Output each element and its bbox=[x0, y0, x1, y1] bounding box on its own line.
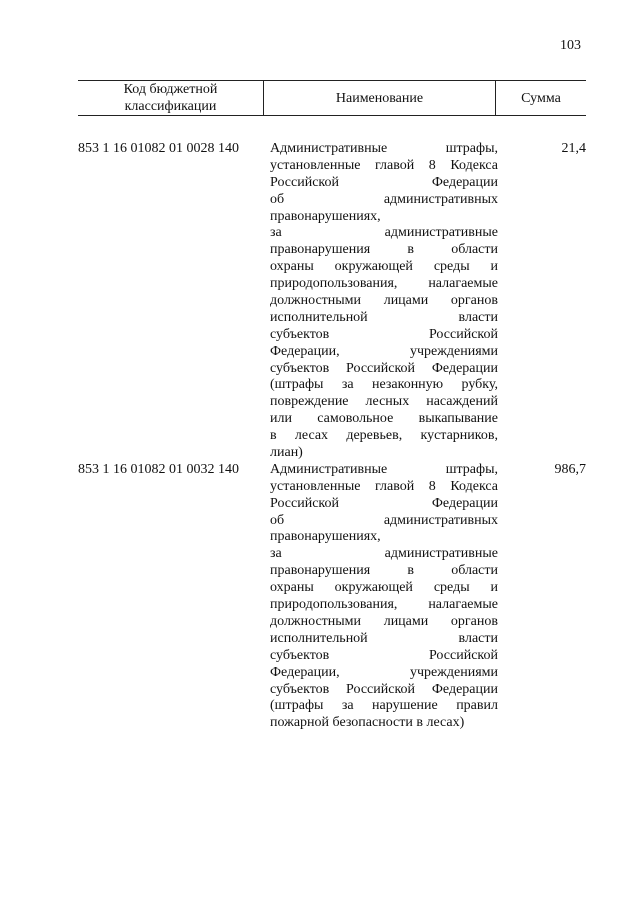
row-name-line: исполнительной власти bbox=[270, 309, 498, 325]
row-name-line: Российской Федерации bbox=[270, 495, 498, 511]
page-number: 103 bbox=[560, 38, 581, 53]
table-body bbox=[78, 141, 586, 732]
row-name-line: охраны окружающей среды и bbox=[270, 259, 498, 275]
row-name-line: за административные bbox=[270, 546, 498, 562]
row-name-line: установленные главой 8 Кодекса bbox=[270, 157, 498, 173]
row-name-line: в лесах деревьев, кустарников, bbox=[270, 428, 498, 444]
row-name-line: Административные штрафы, bbox=[270, 461, 498, 477]
row-name-line: правонарушения в области bbox=[270, 242, 498, 258]
row-name-line: субъектов Российской bbox=[270, 326, 498, 342]
table-row bbox=[78, 462, 586, 732]
table-row bbox=[78, 141, 586, 462]
row-name-line: (штрафы за незаконную рубку, bbox=[270, 377, 498, 393]
row-name-line: должностными лицами органов bbox=[270, 613, 498, 629]
row-name-line: об административных bbox=[270, 512, 498, 528]
row-name-line: субъектов Российской Федерации bbox=[270, 681, 498, 697]
row-name-line: природопользования, налагаемые bbox=[270, 276, 498, 292]
table-header bbox=[78, 80, 586, 116]
row-name-line: лиан) bbox=[270, 445, 303, 461]
row-name-line: правонарушения в области bbox=[270, 563, 498, 579]
header-sum: Сумма bbox=[521, 90, 561, 106]
header-code bbox=[78, 81, 264, 115]
row-name-line: природопользования, налагаемые bbox=[270, 597, 498, 613]
row-name-line: субъектов Российской Федерации bbox=[270, 360, 498, 376]
row-name-line: Административные штрафы, bbox=[270, 141, 498, 156]
row-sum: 986,7 bbox=[554, 461, 586, 477]
header-code-line2: классификации bbox=[124, 99, 217, 114]
row-name-line: правонарушениях, bbox=[270, 208, 381, 224]
row-name-line: повреждение лесных насаждений bbox=[270, 394, 498, 410]
row-name-line: за административные bbox=[270, 225, 498, 241]
row-name-line: или самовольное выкапывание bbox=[270, 411, 498, 427]
row-name-line: исполнительной власти bbox=[270, 630, 498, 646]
row-name-line: правонарушениях, bbox=[270, 529, 381, 545]
row-name-line: субъектов Российской bbox=[270, 647, 498, 663]
row-name-line: Федерации, учреждениями bbox=[270, 664, 498, 680]
row-sum: 21,4 bbox=[561, 141, 586, 156]
row-name-line: охраны окружающей среды и bbox=[270, 580, 498, 596]
row-name bbox=[270, 462, 498, 732]
row-code: 853 1 16 01082 01 0028 140 bbox=[78, 141, 239, 156]
row-name-line: (штрафы за нарушение правил bbox=[270, 698, 498, 714]
row-code: 853 1 16 01082 01 0032 140 bbox=[78, 461, 239, 477]
row-name-line: об административных bbox=[270, 191, 498, 207]
row-name-line: должностными лицами органов bbox=[270, 293, 498, 309]
row-name-line: установленные главой 8 Кодекса bbox=[270, 478, 498, 494]
row-name-line: пожарной безопасности в лесах) bbox=[270, 715, 465, 731]
row-name bbox=[270, 141, 498, 462]
header-name: Наименование bbox=[264, 81, 496, 115]
header-code-line1: Код бюджетной bbox=[123, 82, 218, 97]
row-name-line: Федерации, учреждениями bbox=[270, 343, 498, 359]
row-name-line: Российской Федерации bbox=[270, 174, 498, 190]
